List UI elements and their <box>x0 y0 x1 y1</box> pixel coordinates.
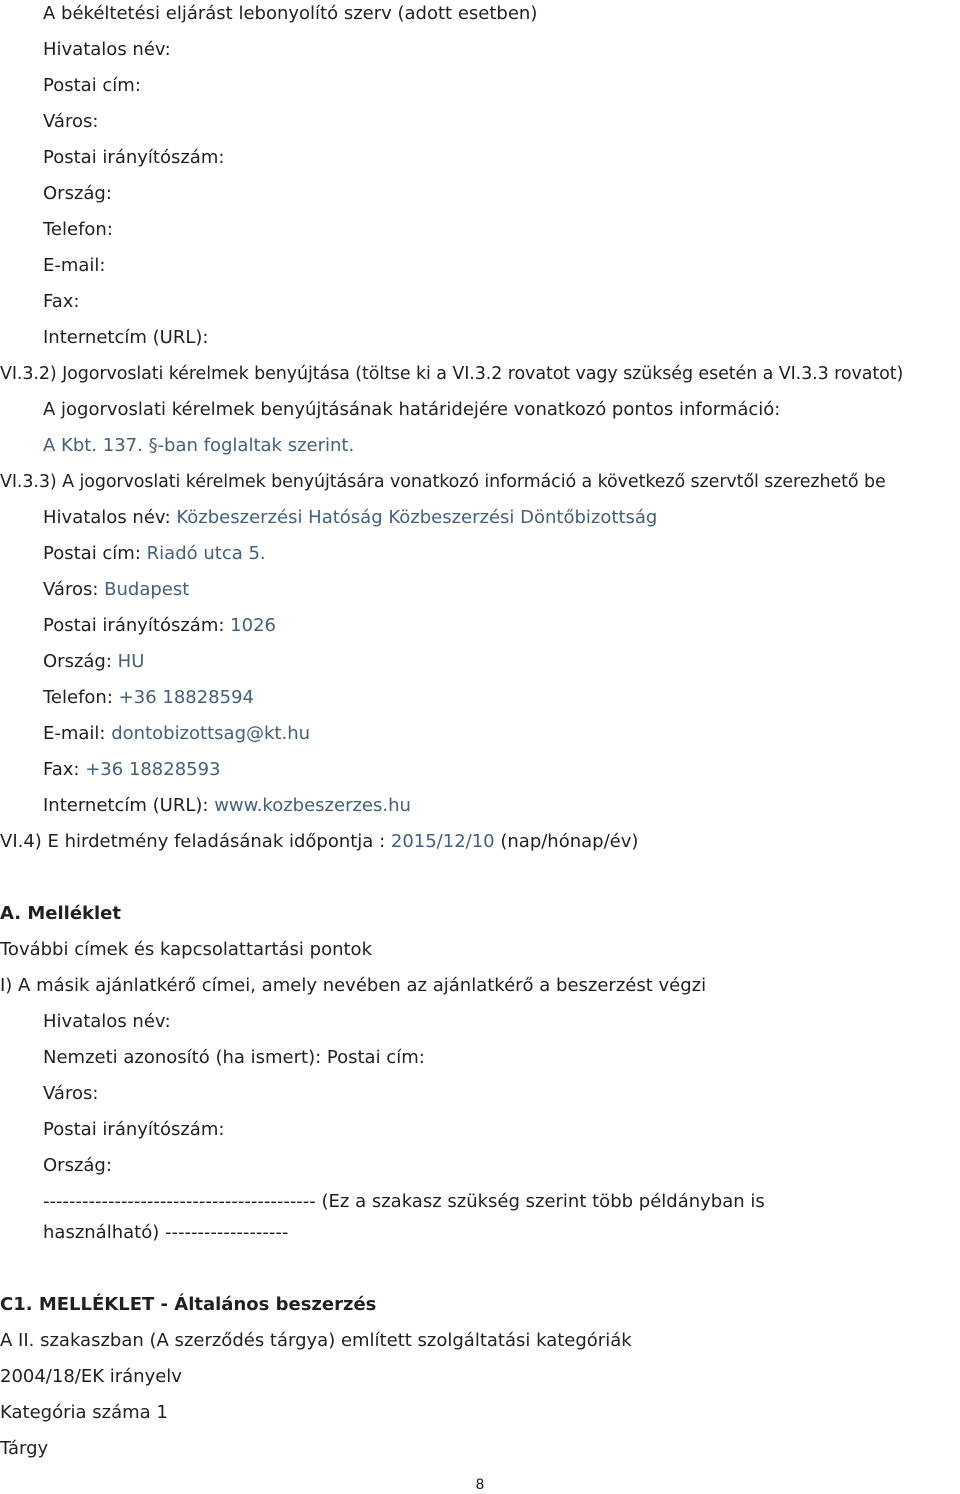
annex-a-subtitle: További címek és kapcsolattartási pontok <box>0 939 372 960</box>
remedy-info-row-official-name <box>43 506 657 530</box>
field-label: Ország: <box>43 651 112 672</box>
field-value: 1026 <box>230 615 276 636</box>
field-value: HU <box>117 651 145 672</box>
annex-c1-title: C1. MELLÉKLET - Általános beszerzés <box>0 1294 377 1315</box>
dispatch-format: (nap/hónap/év) <box>500 831 639 852</box>
remedy-info-row-postal-code <box>43 614 276 638</box>
field-value: +36 18828594 <box>118 687 254 708</box>
dispatch-date: 2015/12/10 <box>390 831 495 852</box>
mediation-field-city: Város: <box>43 111 99 132</box>
field-value: Riadó utca 5. <box>146 543 266 564</box>
annex-a-field-country: Ország: <box>43 1155 112 1176</box>
annex-a-field-official-name: Hivatalos név: <box>43 1011 171 1032</box>
field-label: Hivatalos név: <box>43 507 171 528</box>
mediation-field-postal-address: Postai cím: <box>43 75 141 96</box>
remedy-info-row-fax <box>43 758 221 782</box>
mediation-field-official-name: Hivatalos név: <box>43 39 171 60</box>
page-number: 8 <box>475 1477 485 1493</box>
mediation-heading: A békéltetési eljárást lebonyolító szerv (adott esetben) <box>43 3 538 24</box>
annex-a-repeat-note-line2: használható) ------------------- <box>43 1222 289 1243</box>
field-label: Postai irányítószám: <box>43 615 225 636</box>
field-label: E-mail: <box>43 723 106 744</box>
annex-a-field-city: Város: <box>43 1083 99 1104</box>
mediation-field-fax: Fax: <box>43 291 80 312</box>
mediation-field-country: Ország: <box>43 183 112 204</box>
dispatch-date-row <box>0 830 638 854</box>
field-value: Budapest <box>104 579 190 600</box>
remedy-deadline-value: A Kbt. 137. §-ban foglaltak szerint. <box>43 435 355 456</box>
remedy-deadline-label: A jogorvoslati kérelmek benyújtásának határidejére vonatkozó pontos információ: <box>43 399 781 420</box>
mediation-field-email: E-mail: <box>43 255 106 276</box>
field-value: Közbeszerzési Hatóság Közbeszerzési Döntőbizottság <box>176 507 658 528</box>
url-link[interactable]: www.kozbeszerzes.hu <box>214 795 411 816</box>
field-label: Telefon: <box>43 687 113 708</box>
annex-c1-directive: 2004/18/EK irányelv <box>0 1366 182 1387</box>
field-label: Postai cím: <box>43 543 141 564</box>
mediation-field-postal-code: Postai irányítószám: <box>43 147 225 168</box>
remedy-info-heading: VI.3.3) A jogorvoslati kérelmek benyújtására vonatkozó információ a következő szervtől szerezhető be <box>0 472 886 492</box>
annex-a-field-postal-code: Postai irányítószám: <box>43 1119 225 1140</box>
annex-a-field-national-id: Nemzeti azonosító (ha ismert): Postai cím: <box>43 1047 425 1068</box>
dispatch-label: VI.4) E hirdetmény feladásának időpontja : <box>0 831 386 852</box>
remedy-info-row-country <box>43 650 144 674</box>
annex-c1-category-number: Kategória száma 1 <box>0 1402 168 1423</box>
remedy-deadline-heading: VI.3.2) Jogorvoslati kérelmek benyújtása (töltse ki a VI.3.2 rovatot vagy szükség esetén a VI.3.3 rovatot) <box>0 364 904 384</box>
remedy-info-row-phone <box>43 686 254 710</box>
remedy-info-row-email <box>43 722 310 746</box>
field-label: Város: <box>43 579 99 600</box>
email-link[interactable]: dontobizottsag@kt.hu <box>111 723 311 744</box>
remedy-info-row-url <box>43 794 411 818</box>
field-label: Internetcím (URL): <box>43 795 209 816</box>
mediation-field-phone: Telefon: <box>43 219 113 240</box>
remedy-info-row-postal-address <box>43 542 266 566</box>
field-value: +36 18828593 <box>85 759 221 780</box>
field-label: Fax: <box>43 759 80 780</box>
annex-c1-service-categories: A II. szakaszban (A szerződés tárgya) említett szolgáltatási kategóriák <box>0 1330 632 1351</box>
remedy-info-row-city <box>43 578 189 602</box>
annex-c1-subject: Tárgy <box>0 1438 49 1459</box>
annex-a-section-heading: I) A másik ajánlatkérő címei, amely nevében az ajánlatkérő a beszerzést végzi <box>0 975 707 996</box>
annex-a-title: A. Melléklet <box>0 903 121 924</box>
mediation-field-url: Internetcím (URL): <box>43 327 209 348</box>
annex-a-repeat-note-line1: ------------------------------------------ (Ez a szakasz szükség szerint több példányban is <box>43 1191 765 1212</box>
